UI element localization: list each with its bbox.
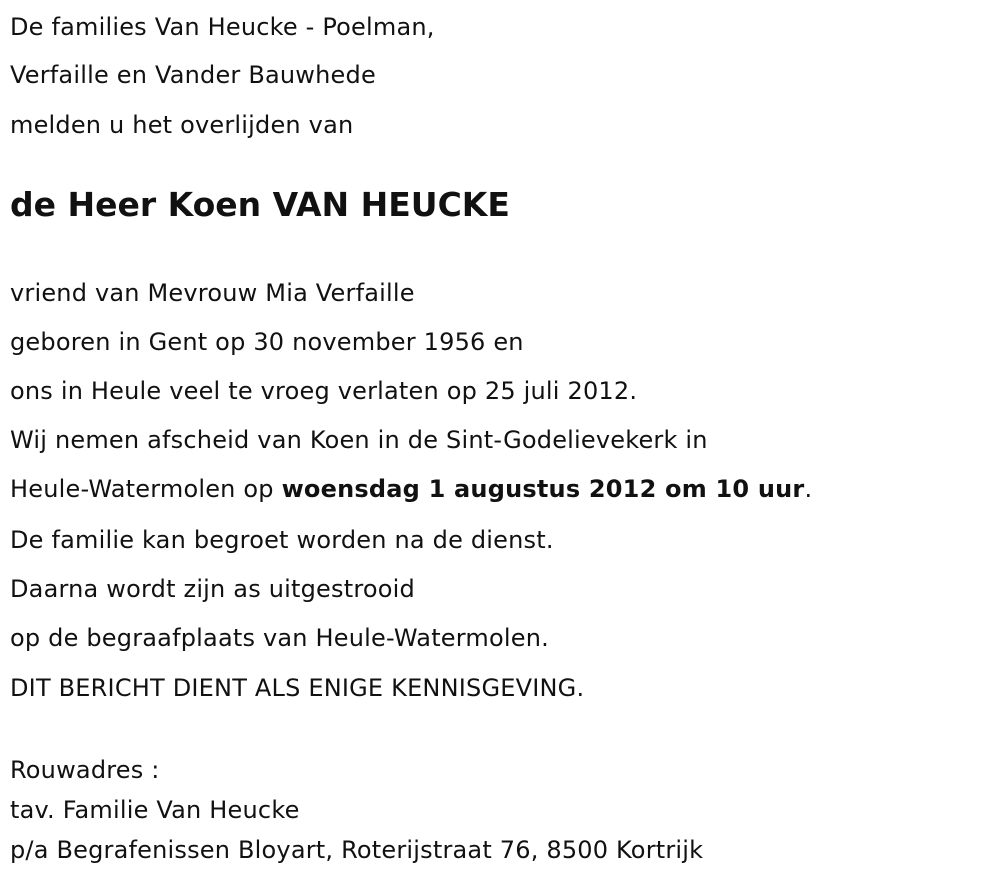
address-line: p/a Begrafenissen Bloyart, Roterijstraat 76, 8500 Kortrijk xyxy=(10,836,704,864)
body-line: Wij nemen afscheid van Koen in de Sint-Godelievekerk in xyxy=(10,426,708,454)
deceased-name: de Heer Koen VAN HEUCKE xyxy=(10,185,510,224)
body-line: geboren in Gent op 30 november 1956 en xyxy=(10,328,524,356)
intro-line: De families Van Heucke - Poelman, xyxy=(10,13,435,41)
body-line: op de begraafplaats van Heule-Watermolen. xyxy=(10,624,549,652)
service-suffix: . xyxy=(804,475,813,503)
address-line: Rouwadres : xyxy=(10,756,160,784)
address-line: tav. Familie Van Heucke xyxy=(10,796,300,824)
body-line: vriend van Mevrouw Mia Verfaille xyxy=(10,279,415,307)
intro-line: melden u het overlijden van xyxy=(10,111,354,139)
intro-line: Verfaille en Vander Bauwhede xyxy=(10,61,376,89)
service-line xyxy=(10,474,812,504)
service-datetime: woensdag 1 augustus 2012 om 10 uur xyxy=(281,475,805,503)
body-line: Daarna wordt zijn as uitgestrooid xyxy=(10,575,415,603)
service-prefix: Heule-Watermolen op xyxy=(10,475,282,503)
body-line: De familie kan begroet worden na de dienst. xyxy=(10,526,554,554)
body-line: ons in Heule veel te vroeg verlaten op 25 juli 2012. xyxy=(10,377,638,405)
body-line: DIT BERICHT DIENT ALS ENIGE KENNISGEVING. xyxy=(10,674,585,702)
